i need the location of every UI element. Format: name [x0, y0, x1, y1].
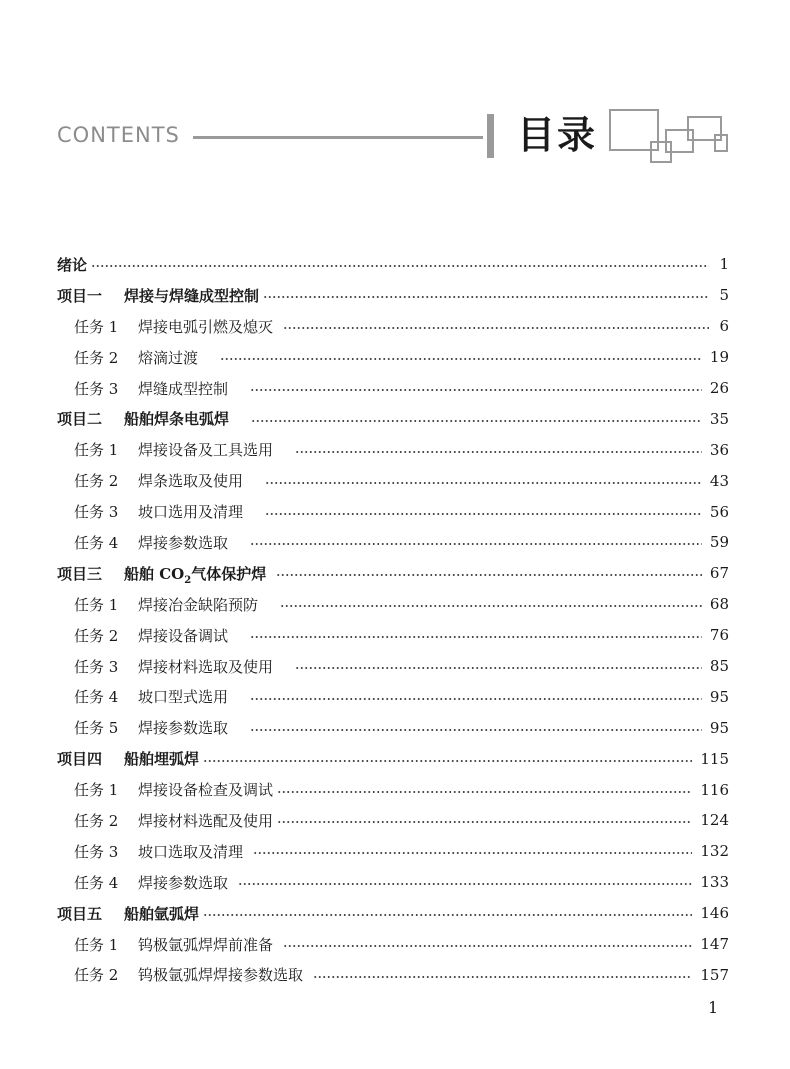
toc-dot-leader	[250, 729, 702, 731]
toc-chapter-row[interactable]	[57, 249, 729, 280]
toc-page-number: 157	[700, 965, 729, 984]
toc-dot-leader	[250, 698, 702, 700]
toc-dot-leader	[220, 358, 702, 360]
toc-page-number: 1	[719, 255, 729, 274]
toc-entry-title: 焊接参数选取	[138, 873, 229, 892]
toc-entry-title: 焊接冶金缺陷预防	[138, 595, 259, 614]
toc-dot-leader	[250, 636, 702, 638]
toc-task-row[interactable]	[57, 712, 729, 743]
toc-entry-number: 任务 2	[74, 811, 119, 830]
toc-task-row[interactable]	[57, 867, 729, 898]
toc-task-row[interactable]	[57, 434, 729, 465]
toc-page-number: 67	[709, 564, 729, 583]
toc-chapter-row[interactable]	[57, 743, 729, 774]
toc-page-number: 76	[709, 626, 729, 645]
toc-task-row[interactable]	[57, 836, 729, 867]
toc-dot-leader	[250, 543, 702, 545]
toc-entry-number: 任务 2	[74, 472, 119, 491]
toc-entry-title: 坡口型式选用	[138, 688, 229, 707]
toc-entry-title: 船舶氩弧焊	[124, 904, 200, 923]
toc-page-number: 124	[700, 811, 729, 830]
toc-entry-number: 任务 4	[74, 688, 119, 707]
toc-entry-number: 任务 1	[74, 317, 119, 336]
toc-task-row[interactable]	[57, 805, 729, 836]
toc-dot-leader	[265, 482, 702, 484]
toc-entry-number: 项目二	[57, 410, 103, 429]
toc-task-row[interactable]	[57, 620, 729, 651]
toc-dot-leader	[295, 667, 702, 669]
toc-entry-number: 任务 3	[74, 657, 119, 676]
page-title: 目录	[517, 113, 598, 157]
page-header	[0, 0, 790, 200]
toc-dot-leader	[313, 976, 692, 978]
toc-entry-title: 焊接设备调试	[138, 626, 229, 645]
toc-page-number: 132	[700, 842, 729, 861]
decorative-squares-icon	[603, 106, 733, 168]
toc-page-number: 133	[700, 873, 729, 892]
toc-entry-number: 项目一	[57, 286, 103, 305]
toc-dot-leader	[283, 327, 709, 329]
toc-task-row[interactable]	[57, 342, 729, 373]
toc-entry-number: 项目四	[57, 750, 103, 769]
toc-chapter-row[interactable]	[57, 280, 729, 311]
toc-dot-leader	[203, 760, 692, 762]
toc-dot-leader	[283, 945, 692, 947]
toc-dot-leader	[265, 513, 702, 515]
toc-dot-leader	[277, 821, 692, 823]
toc-entry-number: 任务 3	[74, 842, 119, 861]
toc-entry-title: 焊缝成型控制	[138, 379, 229, 398]
toc-dot-leader	[277, 791, 692, 793]
toc-task-row[interactable]	[57, 774, 729, 805]
toc-dot-leader	[280, 605, 702, 607]
toc-dot-leader	[253, 852, 692, 854]
toc-task-row[interactable]	[57, 681, 729, 712]
toc-dot-leader	[263, 296, 709, 298]
toc-dot-leader	[295, 451, 702, 453]
toc-page-number: 116	[700, 780, 729, 799]
contents-label: CONTENTS	[57, 123, 180, 147]
toc-page-number: 95	[709, 718, 729, 737]
toc-entry-number: 项目五	[57, 904, 103, 923]
toc-entry-title-subscript: 2	[184, 574, 192, 586]
toc-dot-leader	[91, 265, 709, 267]
toc-page-number: 146	[700, 904, 729, 923]
toc-page-number: 35	[709, 409, 729, 428]
table-of-contents	[57, 249, 729, 990]
toc-dot-leader	[238, 883, 692, 885]
toc-chapter-row[interactable]	[57, 898, 729, 929]
toc-entry-title: 焊接参数选取	[138, 719, 229, 738]
toc-chapter-row[interactable]	[57, 558, 729, 589]
toc-task-row[interactable]	[57, 496, 729, 527]
toc-entry-number: 任务 3	[74, 503, 119, 522]
toc-task-row[interactable]	[57, 373, 729, 404]
toc-page-number: 95	[709, 687, 729, 706]
toc-task-row[interactable]	[57, 311, 729, 342]
toc-task-row[interactable]	[57, 589, 729, 620]
toc-dot-leader	[250, 389, 702, 391]
toc-task-row[interactable]	[57, 527, 729, 558]
toc-dot-leader	[276, 574, 702, 576]
toc-entry-title	[124, 563, 266, 584]
toc-entry-title: 焊接电弧引燃及熄灭	[138, 317, 274, 336]
toc-entry-title-prefix: 船舶	[124, 564, 160, 583]
toc-page-number: 68	[709, 595, 729, 614]
toc-page-number: 19	[709, 348, 729, 367]
header-rule	[193, 136, 483, 139]
toc-page-number: 85	[709, 657, 729, 676]
toc-page-number: 26	[709, 379, 729, 397]
toc-task-row[interactable]	[57, 651, 729, 682]
header-vertical-bar	[487, 114, 494, 158]
toc-entry-number: 任务 4	[74, 533, 119, 552]
toc-entry-title: 焊接设备及工具选用	[138, 441, 274, 460]
toc-task-row[interactable]	[57, 465, 729, 496]
toc-entry-number: 任务 1	[74, 781, 119, 800]
toc-entry-title: 焊接参数选取	[138, 533, 229, 552]
toc-entry-number: 任务 5	[74, 719, 119, 738]
toc-entry-title: 焊接材料选取及使用	[138, 657, 274, 676]
toc-task-row[interactable]	[57, 929, 729, 960]
toc-entry-number: 任务 2	[74, 966, 119, 985]
toc-entry-title: 焊接与焊缝成型控制	[124, 286, 260, 305]
toc-entry-title: 船舶埋弧焊	[124, 750, 200, 769]
toc-entry-title: 船舶焊条电弧焊	[124, 410, 230, 429]
toc-page-number: 6	[719, 317, 729, 336]
toc-page-number: 56	[709, 502, 729, 521]
toc-page-number: 147	[700, 935, 729, 954]
toc-entry-number: 任务 1	[74, 935, 119, 954]
toc-chapter-row[interactable]	[57, 403, 729, 434]
toc-entry-number: 任务 2	[74, 626, 119, 645]
toc-page-number: 43	[709, 471, 729, 490]
toc-entry-title: 熔滴过渡	[138, 348, 199, 367]
toc-entry-title-suffix: 气体保护焊	[191, 564, 267, 583]
toc-dot-leader	[251, 420, 702, 422]
toc-task-row[interactable]	[57, 959, 729, 990]
toc-entry-title: 绪论	[57, 255, 88, 274]
toc-entry-title: 焊条选取及使用	[138, 472, 244, 491]
toc-entry-title: 焊接设备检查及调试	[138, 781, 274, 800]
toc-entry-title: 坡口选用及清理	[138, 503, 244, 522]
toc-entry-number: 任务 3	[74, 379, 119, 398]
toc-entry-title-co: CO	[159, 564, 185, 583]
toc-page-number: 36	[709, 440, 729, 459]
toc-entry-number: 任务 2	[74, 348, 119, 367]
toc-entry-number: 项目三	[57, 564, 103, 583]
toc-entry-number: 任务 4	[74, 873, 119, 892]
toc-entry-title: 焊接材料选配及使用	[138, 811, 274, 830]
toc-entry-title: 钨极氩弧焊焊前准备	[138, 935, 274, 954]
toc-entry-number: 任务 1	[74, 595, 119, 614]
toc-page-number: 59	[709, 533, 729, 552]
toc-page-number: 115	[700, 749, 729, 768]
toc-dot-leader	[203, 914, 692, 916]
toc-entry-title: 坡口选取及清理	[138, 842, 244, 861]
page-number: 1	[708, 998, 719, 1017]
toc-entry-title: 钨极氩弧焊焊接参数选取	[138, 966, 304, 985]
toc-entry-number: 任务 1	[74, 441, 119, 460]
toc-page-number: 5	[719, 286, 729, 305]
